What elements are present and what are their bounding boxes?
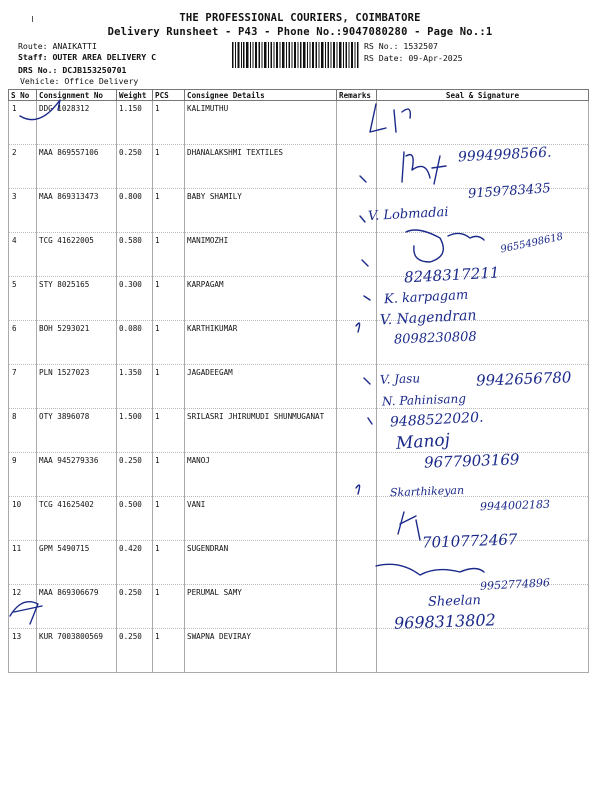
cell-consignment-no: MAA 945279336 (37, 453, 117, 497)
hw-name-7: V. Jasu (379, 371, 421, 387)
cell-remarks (337, 409, 377, 453)
table-row (9, 409, 589, 453)
cell-sno: 13 (9, 629, 37, 673)
cell-weight: 0.420 (117, 541, 153, 585)
cell-consignee: KARPAGAM (185, 277, 337, 321)
cell-weight: 1.150 (117, 101, 153, 145)
cell-remarks (337, 365, 377, 409)
cell-pcs: 1 (153, 629, 185, 673)
cell-consignment-no: BOH 5293021 (37, 321, 117, 365)
cell-sno: 5 (9, 277, 37, 321)
cell-sno: 1 (9, 101, 37, 145)
hw-name-6: V. Nagendran (379, 307, 477, 329)
table-row (9, 321, 589, 365)
hw-name-3: V. Lobmadai (367, 204, 449, 225)
cell-consignee: SUGENDRAN (185, 541, 337, 585)
cell-remarks (337, 321, 377, 365)
cell-pcs: 1 (153, 145, 185, 189)
hw-phone-4: 9655498618 (499, 231, 565, 256)
cell-pcs: 1 (153, 541, 185, 585)
cell-consignee: JAGADEEGAM (185, 365, 337, 409)
cell-consignee: BABY SHAMILY (185, 189, 337, 233)
cell-weight: 0.080 (117, 321, 153, 365)
col-header-consignee: Consignee Details (185, 90, 337, 101)
hw-phone-6: 8098230808 (393, 329, 477, 348)
table-row (9, 629, 589, 673)
cell-weight: 1.350 (117, 365, 153, 409)
cell-pcs: 1 (153, 277, 185, 321)
cell-consignment-no: GPM 5490715 (37, 541, 117, 585)
hw-phone-3: 9159783435 (467, 181, 552, 202)
cell-consignment-no: MAA 869313473 (37, 189, 117, 233)
hw-phone-9: 9677903169 (423, 450, 520, 472)
rs-number: RS No.: 1532507 (364, 41, 438, 51)
cell-remarks (337, 629, 377, 673)
hw-phone-12: 9952774896 (479, 576, 551, 593)
cell-consignee: VANI (185, 497, 337, 541)
cell-weight: 0.250 (117, 453, 153, 497)
cell-weight: 0.500 (117, 497, 153, 541)
hw-name-5: K. karpagam (383, 287, 469, 308)
cell-consignee: KARTHIKUMAR (185, 321, 337, 365)
rs-date: RS Date: 09-Apr-2025 (364, 53, 463, 63)
cell-remarks (337, 101, 377, 145)
hw-name-13: Sheelan (427, 593, 482, 610)
cell-pcs: 1 (153, 233, 185, 277)
cell-remarks (337, 277, 377, 321)
col-header-weight: Weight (117, 90, 153, 101)
col-header-sno: S No (9, 90, 37, 101)
table-header-row (9, 90, 589, 101)
cell-consignment-no: PLN 1527023 (37, 365, 117, 409)
cell-weight: 0.300 (117, 277, 153, 321)
cell-consignee: SWAPNA DEVIRAY (185, 629, 337, 673)
hw-name-7b: N. Pahinisang (381, 391, 467, 409)
cell-consignment-no: OTY 3896078 (37, 409, 117, 453)
cell-weight: 1.500 (117, 409, 153, 453)
cell-remarks (337, 541, 377, 585)
cell-signature (377, 101, 589, 145)
hw-phone-8: 9488522020. (389, 409, 484, 431)
cell-consignment-no: TCG 41625402 (37, 497, 117, 541)
cell-sno: 11 (9, 541, 37, 585)
cell-weight: 0.250 (117, 585, 153, 629)
cell-remarks (337, 585, 377, 629)
cell-consignee: DHANALAKSHMI TEXTILES (185, 145, 337, 189)
cell-remarks (337, 145, 377, 189)
table-row (9, 277, 589, 321)
drs-number: DRS No.: DCJB153250701 (18, 65, 127, 75)
col-header-consignment: Consignment No (37, 90, 117, 101)
cell-sno: 7 (9, 365, 37, 409)
cell-weight: 0.580 (117, 233, 153, 277)
staff-label: Staff: OUTER AREA DELIVERY C (18, 52, 157, 62)
cell-consignment-no: STY 8025165 (37, 277, 117, 321)
cell-sno: 6 (9, 321, 37, 365)
cell-pcs: 1 (153, 365, 185, 409)
table-row (9, 101, 589, 145)
cell-remarks (337, 233, 377, 277)
route-label: Route: ANAIKATTI (18, 41, 97, 51)
cell-weight: 0.800 (117, 189, 153, 233)
cell-sno: 12 (9, 585, 37, 629)
cell-signature (377, 629, 589, 673)
cell-consignment-no: MAA 869557106 (37, 145, 117, 189)
cell-pcs: 1 (153, 497, 185, 541)
cell-sno: 3 (9, 189, 37, 233)
cell-remarks (337, 453, 377, 497)
cell-consignment-no: MAA 869306679 (37, 585, 117, 629)
cell-sno: 2 (9, 145, 37, 189)
vehicle-label: Vehicle: Office Delivery (20, 76, 139, 86)
hw-phone-11: 7010772467 (421, 530, 518, 552)
col-header-remarks: Remarks (337, 90, 377, 101)
hw-phone-2: 9994998566. (457, 144, 552, 166)
hw-phone-13: 9698313802 (393, 610, 497, 633)
cell-weight: 0.250 (117, 145, 153, 189)
hw-phone-10: 9944002183 (479, 497, 551, 514)
runsheet-title: Delivery Runsheet - P43 - Phone No.:9047080280 - Page No.:1 (107, 26, 493, 38)
cell-pcs: 1 (153, 101, 185, 145)
company-title: THE PROFESSIONAL COURIERS, COIMBATORE (179, 12, 421, 24)
hw-name-9: Manoj (395, 430, 451, 454)
cell-consignee: PERUMAL SAMY (185, 585, 337, 629)
cell-consignee: KALIMUTHU (185, 101, 337, 145)
hw-name-10: Skarthikeyan (389, 483, 465, 500)
hw-phone-5: 8248317211 (403, 263, 500, 287)
cell-pcs: 1 (153, 321, 185, 365)
cell-pcs: 1 (153, 189, 185, 233)
hw-phone-7: 9942656780 (475, 368, 572, 390)
cell-consignee: MANIMOZHI (185, 233, 337, 277)
cell-consignment-no: DDG 1028312 (37, 101, 117, 145)
cell-pcs: 1 (153, 409, 185, 453)
cell-sno: 8 (9, 409, 37, 453)
cell-remarks (337, 497, 377, 541)
cell-pcs: 1 (153, 585, 185, 629)
cell-consignment-no: KUR 7003800569 (37, 629, 117, 673)
col-header-signature: Seal & Signature (377, 90, 589, 101)
cell-consignee: SRILASRI JHIRUMUDI SHUNMUGANAT (185, 409, 337, 453)
cell-sno: 10 (9, 497, 37, 541)
cell-sno: 4 (9, 233, 37, 277)
cell-sno: 9 (9, 453, 37, 497)
cell-pcs: 1 (153, 453, 185, 497)
barcode (232, 42, 360, 68)
col-header-pcs: PCS (153, 90, 185, 101)
cell-consignee: MANOJ (185, 453, 337, 497)
cell-weight: 0.250 (117, 629, 153, 673)
cell-consignment-no: TCG 41622005 (37, 233, 117, 277)
